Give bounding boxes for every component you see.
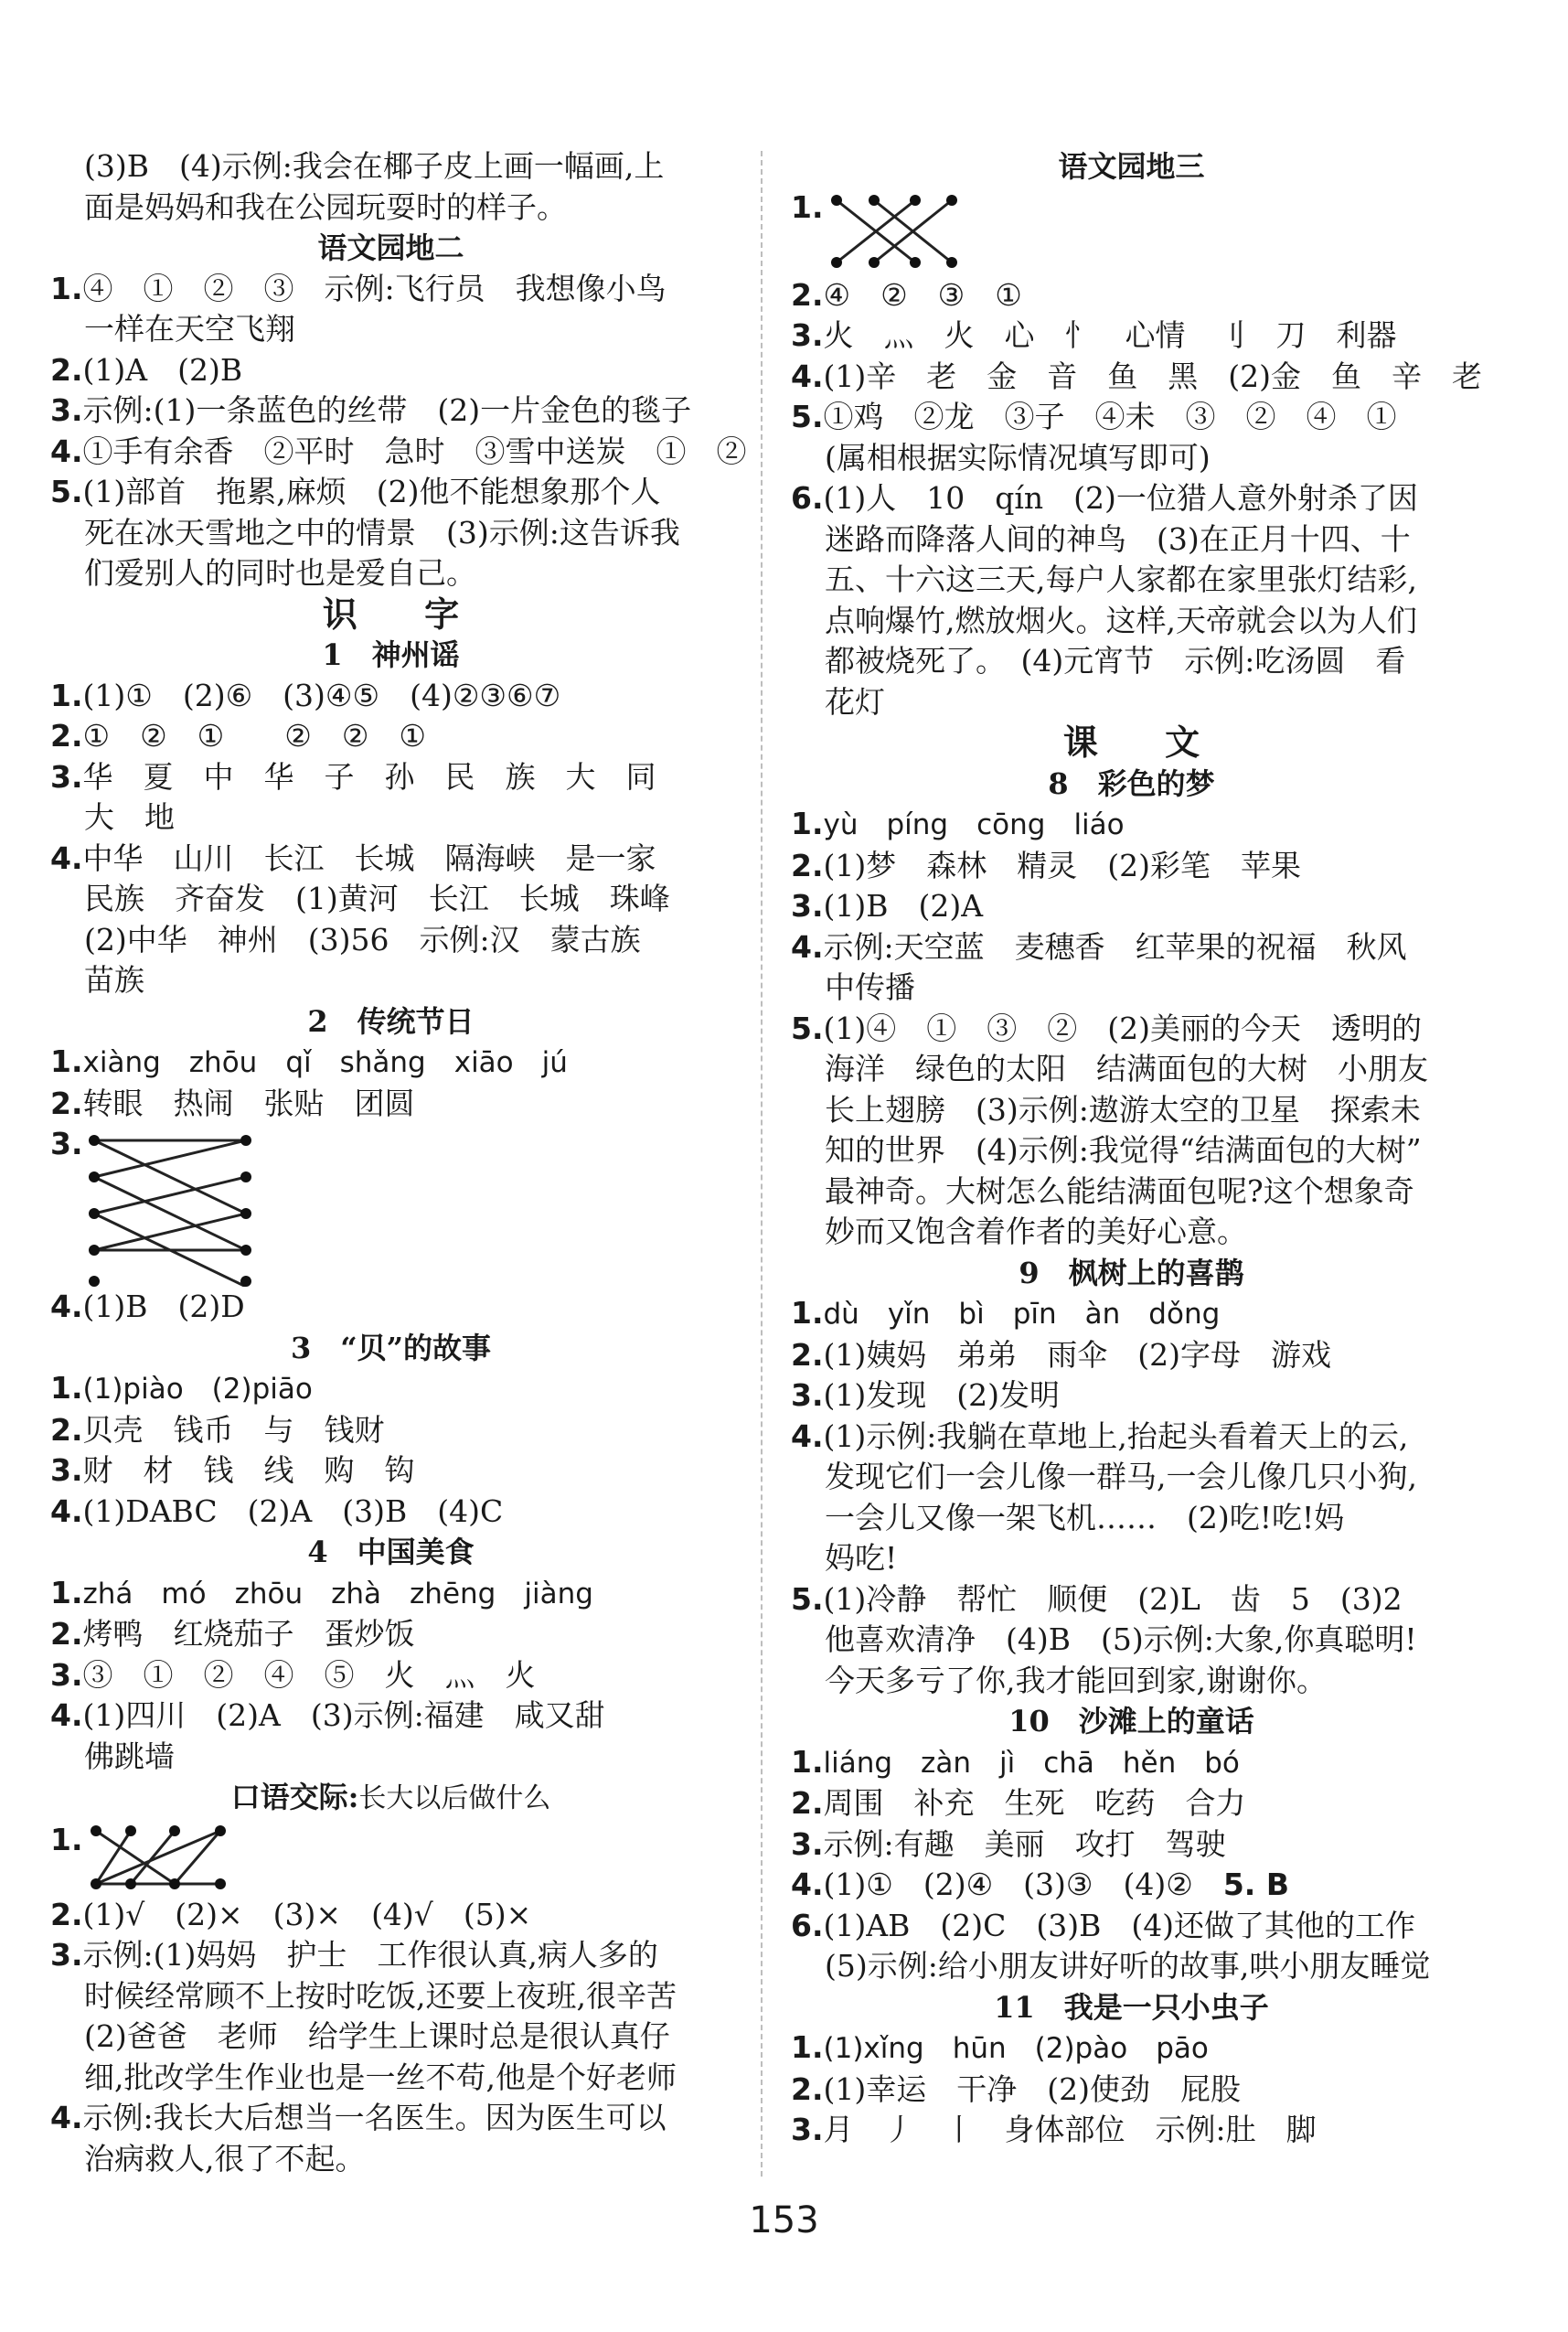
question-number: 2.	[791, 847, 824, 883]
answer-text: (1)√ (2)× (3)× (4)√ (5)×	[82, 1896, 532, 1932]
answer-text: (1)幸运 干净 (2)使劲 屁股	[823, 2070, 1241, 2107]
question-number: 6.	[791, 1907, 824, 1943]
text-line: 一会儿又像一架飞机…… (2)吃!吃!妈	[825, 1499, 1345, 1535]
question-number: 4.	[791, 1417, 824, 1454]
question-number: 1.	[50, 270, 83, 306]
text-line: 民族 齐奋发 (1)黄河 长江 长城 珠峰	[84, 881, 670, 916]
question-number: 2.	[791, 276, 824, 313]
answer-text: 示例:(1)妈妈 护士 工作很认真,病人多的	[82, 1937, 658, 1973]
question-number: 2.	[50, 1085, 83, 1121]
text-line: 都被烧死了。 (4)元宵节 示例:吃汤圆 看	[825, 643, 1406, 679]
answer-text: 示例:有趣 美丽 攻打 驾驶	[823, 1825, 1226, 1862]
question-number: 1.	[50, 677, 83, 713]
matching-diagram-row	[50, 1820, 731, 1895]
question-number: 1.	[50, 1370, 83, 1406]
question-number: 3.	[50, 1656, 83, 1693]
text-line: 他喜欢清净 (4)B (5)示例:大象,你真聪明!	[825, 1621, 1417, 1657]
question-number: 1.	[50, 1043, 83, 1079]
section-title: 语文园地三	[1058, 149, 1205, 184]
matching-diagram	[83, 1124, 266, 1287]
lesson-title: 3 “贝”的故事	[290, 1330, 492, 1365]
answer-text: 华 夏 中 华 子 孙 民 族 大 同	[82, 758, 656, 795]
pinyin-answer: yù píng cōng liáo	[823, 808, 1125, 841]
question-number: 3.	[791, 317, 824, 353]
question-number: 2.	[791, 1336, 824, 1373]
question-number: 4.	[50, 1289, 83, 1324]
text-line: 最神奇。大树怎么能结满面包呢?这个想象奇	[825, 1172, 1414, 1209]
question-number: 5.	[50, 474, 83, 509]
question-number: 3.	[791, 1825, 824, 1862]
question-number: 1.	[791, 1743, 824, 1780]
lesson-title: 1 神州谣	[322, 637, 460, 672]
page-number: 153	[749, 2199, 819, 2241]
matching-diagram	[83, 1820, 266, 1895]
answer-text: 示例:天空蓝 麦穗香 红苹果的祝福 秋风	[823, 928, 1407, 965]
text-line: 死在冰天雪地之中的情景 (3)示例:这告诉我	[84, 514, 680, 551]
kouyu-subtitle: 长大以后做什么	[358, 1782, 551, 1814]
text-line: 中传播	[825, 969, 915, 1005]
answer-text: (1)部首 拖累,麻烦 (2)他不能想象那个人	[82, 474, 661, 509]
column-divider	[761, 151, 763, 2177]
matching-diagram-row	[791, 187, 1472, 275]
question-number: 3.	[50, 1937, 83, 1973]
question-number: 4.	[50, 840, 83, 876]
question-number: 3.	[791, 2112, 824, 2147]
question-number: 2.	[50, 1411, 83, 1448]
answer-text: (1)A (2)B	[82, 351, 243, 388]
answer-text: (1)姨妈 弟弟 雨伞 (2)字母 游戏	[823, 1336, 1331, 1373]
text-line: 苗族	[84, 962, 144, 998]
answer-text: 示例:我长大后想当一名医生。因为医生可以	[82, 2100, 667, 2135]
answer-text: 财 材 钱 线 购 钩	[82, 1452, 415, 1488]
text-line: 迷路而降落人间的神鸟 (3)在正月十四、十	[825, 520, 1411, 557]
question-number: 1.	[791, 1295, 824, 1331]
text-line: 时候经常顾不上按时吃饭,还要上夜班,很辛苦	[84, 1977, 677, 2014]
lesson-title: 10 沙滩上的童话	[1008, 1704, 1254, 1738]
answer-text: (1)B (2)D	[82, 1289, 245, 1324]
question-number: 1.	[791, 806, 824, 841]
answer-text: ①手有余香 ②平时 急时 ③雪中送炭 ① ②	[82, 433, 747, 469]
text-line: 长上翅膀 (3)示例:遨游太空的卫星 探索未	[825, 1091, 1421, 1128]
lesson-title: 4 中国美食	[307, 1535, 475, 1569]
pinyin-answer: xiàng zhōu qǐ shǎng xiāo jú	[82, 1046, 568, 1079]
answer-text: (1)AB (2)C (3)B (4)还做了其他的工作	[823, 1907, 1416, 1943]
text-line: 们爱别人的同时也是爱自己。	[84, 555, 476, 591]
text-line: 妈吃!	[825, 1540, 898, 1576]
text-line: (属相根据实际情况填写即可)	[825, 439, 1211, 476]
question-number: 3.	[791, 888, 824, 924]
answer-text: 5. B	[1222, 1867, 1289, 1902]
text-line: 花灯	[825, 683, 885, 720]
question-number: 1.	[50, 1574, 83, 1610]
question-number: 3.	[50, 1452, 83, 1488]
text-line: (5)示例:给小朋友讲好听的故事,哄小朋友睡觉	[825, 1948, 1431, 1984]
question-number: 4.	[791, 358, 824, 394]
text-line: 细,批改学生作业也是一丝不苟,他是个好老师	[84, 2059, 677, 2095]
question-number: 2.	[50, 351, 83, 388]
unit-title: 识 字	[322, 593, 487, 635]
text-line: 治病救人,很了不起。	[84, 2140, 366, 2177]
question-number: 6.	[791, 480, 824, 516]
question-number: 1.	[791, 188, 824, 225]
question-number: 2.	[791, 1785, 824, 1821]
question-number: 3.	[791, 1377, 824, 1413]
question-number: 1.	[791, 2029, 824, 2065]
answer-text: 中华 山川 长江 长城 隔海峡 是一家	[82, 840, 656, 876]
question-number: 5.	[791, 1010, 824, 1046]
answer-text: 烤鸭 红烧茄子 蛋炒饭	[82, 1616, 415, 1652]
text-line: (2)中华 神州 (3)56 示例:汉 蒙古族	[84, 921, 641, 957]
question-number: 2.	[50, 718, 83, 754]
text-line: 大 地	[84, 799, 175, 835]
left-column	[50, 146, 747, 2179]
question-number: 4.	[50, 433, 83, 469]
kouyu-title: 口语交际:	[230, 1780, 359, 1814]
text-line: 点响爆竹,燃放烟火。这样,天帝就会以为人们	[825, 602, 1417, 638]
answer-text: ① ② ① ② ② ①	[82, 718, 427, 754]
pinyin-answer: dù yǐn bì pīn àn dǒng	[823, 1298, 1221, 1331]
lesson-title: 11 我是一只小虫子	[994, 1989, 1269, 2025]
answer-text: (1)辛 老 金 音 鱼 黑 (2)金 鱼 辛 老	[823, 358, 1482, 394]
answer-text: 贝壳 钱币 与 钱财	[82, 1411, 385, 1448]
answer-text: (1)冷静 帮忙 顺便 (2)L 齿 5 (3)2	[823, 1580, 1403, 1617]
question-number: 5.	[791, 399, 824, 434]
answer-text: 转眼 热闹 张贴 团圆	[82, 1085, 415, 1121]
question-number: 3.	[50, 758, 83, 795]
answer-text: ①鸡 ②龙 ③子 ④未 ③ ② ④ ①	[823, 399, 1397, 434]
lesson-title: 8 彩色的梦	[1048, 765, 1215, 801]
text-line: 今天多亏了你,我才能回到家,谢谢你。	[825, 1662, 1327, 1698]
answer-text: (1)示例:我躺在草地上,抬起头看着天上的云,	[823, 1417, 1409, 1454]
question-number: 2.	[50, 1896, 83, 1932]
question-number: 5.	[791, 1580, 824, 1617]
answer-text: (1)梦 森林 精灵 (2)彩笔 苹果	[823, 847, 1301, 883]
section-title: 语文园地二	[317, 230, 464, 265]
answer-text: (1)④ ① ③ ② (2)美丽的今天 透明的	[823, 1010, 1422, 1046]
pinyin-answer: zhá mó zhōu zhà zhēng jiàng	[82, 1577, 593, 1610]
answer-text: 月 丿 丨 身体部位 示例:肚 脚	[823, 2112, 1317, 2147]
pinyin-answer: liáng zàn jì chā hěn bó	[823, 1746, 1240, 1780]
pinyin-answer: (1)xǐng hūn (2)pào pāo	[823, 2032, 1209, 2065]
answer-text: ④ ② ③ ①	[823, 276, 1022, 313]
answer-text: (1)人 10 qín (2)一位猎人意外射杀了因	[823, 480, 1418, 516]
answer-text: ③ ① ② ④ ⑤ 火 灬 火	[82, 1656, 536, 1693]
answer-text: (1)DABC (2)A (3)B (4)C	[82, 1492, 504, 1529]
matching-diagram-row	[50, 1124, 731, 1287]
question-number: 4.	[791, 928, 824, 965]
answer-text: (1)四川 (2)A (3)示例:福建 咸又甜	[82, 1697, 605, 1733]
lesson-title: 9 枫树上的喜鹊	[1019, 1255, 1244, 1290]
unit-title: 课 文	[1062, 722, 1228, 763]
question-number: 4.	[791, 1867, 824, 1902]
text-line: 知的世界 (4)示例:我觉得“结满面包的大树”	[825, 1132, 1422, 1168]
answer-text: 周围 补充 生死 吃药 合力	[823, 1785, 1246, 1821]
answer-text: 火 灬 火 心 忄 心情 刂 刀 利器	[823, 317, 1397, 353]
answer-text: 示例:(1)一条蓝色的丝带 (2)一片金色的毯子	[82, 392, 692, 428]
question-number: 3.	[50, 392, 83, 428]
question-number: 2.	[50, 1616, 83, 1652]
answer-text: (1)发现 (2)发明	[823, 1377, 1060, 1413]
answer-text: ④ ① ② ③ 示例:飞行员 我想像小鸟	[82, 270, 667, 306]
text-line: 妙而又饱含着作者的美好心意。	[825, 1214, 1247, 1249]
right-column	[791, 146, 1482, 2151]
question-number: 1.	[50, 1821, 83, 1857]
question-number: 4.	[50, 1697, 83, 1733]
text-line: 佛跳墙	[84, 1738, 175, 1774]
text-line: (2)爸爸 老师 给学生上课时总是很认真仔	[84, 2018, 670, 2054]
answer-text: (1)B (2)A	[823, 888, 984, 924]
text-line: (3)B (4)示例:我会在椰子皮上画一幅画,上	[84, 148, 665, 184]
answer-text: (1)① (2)④ (3)③ (4)②	[823, 1867, 1223, 1902]
text-line: 五、十六这三天,每户人家都在家里张灯结彩,	[825, 562, 1417, 597]
pinyin-answer: (1)piào (2)piāo	[82, 1373, 313, 1406]
text-line: 面是妈妈和我在公园玩耍时的样子。	[84, 188, 567, 225]
text-line: 发现它们一会儿像一群马,一会儿像几只小狗,	[825, 1459, 1417, 1494]
lesson-title: 2 传统节日	[307, 1003, 475, 1039]
question-number: 2.	[791, 2070, 824, 2107]
text-line: 一样在天空飞翔	[84, 311, 295, 347]
question-number: 3.	[50, 1126, 83, 1161]
matching-diagram	[824, 187, 1007, 275]
question-number: 4.	[50, 1492, 83, 1529]
question-number: 4.	[50, 2100, 83, 2135]
lesson-title	[50, 1777, 731, 1820]
text-line: 海洋 绿色的太阳 结满面包的大树 小朋友	[825, 1051, 1428, 1086]
answer-text: (1)① (2)⑥ (3)④⑤ (4)②③⑥⑦	[82, 677, 561, 713]
